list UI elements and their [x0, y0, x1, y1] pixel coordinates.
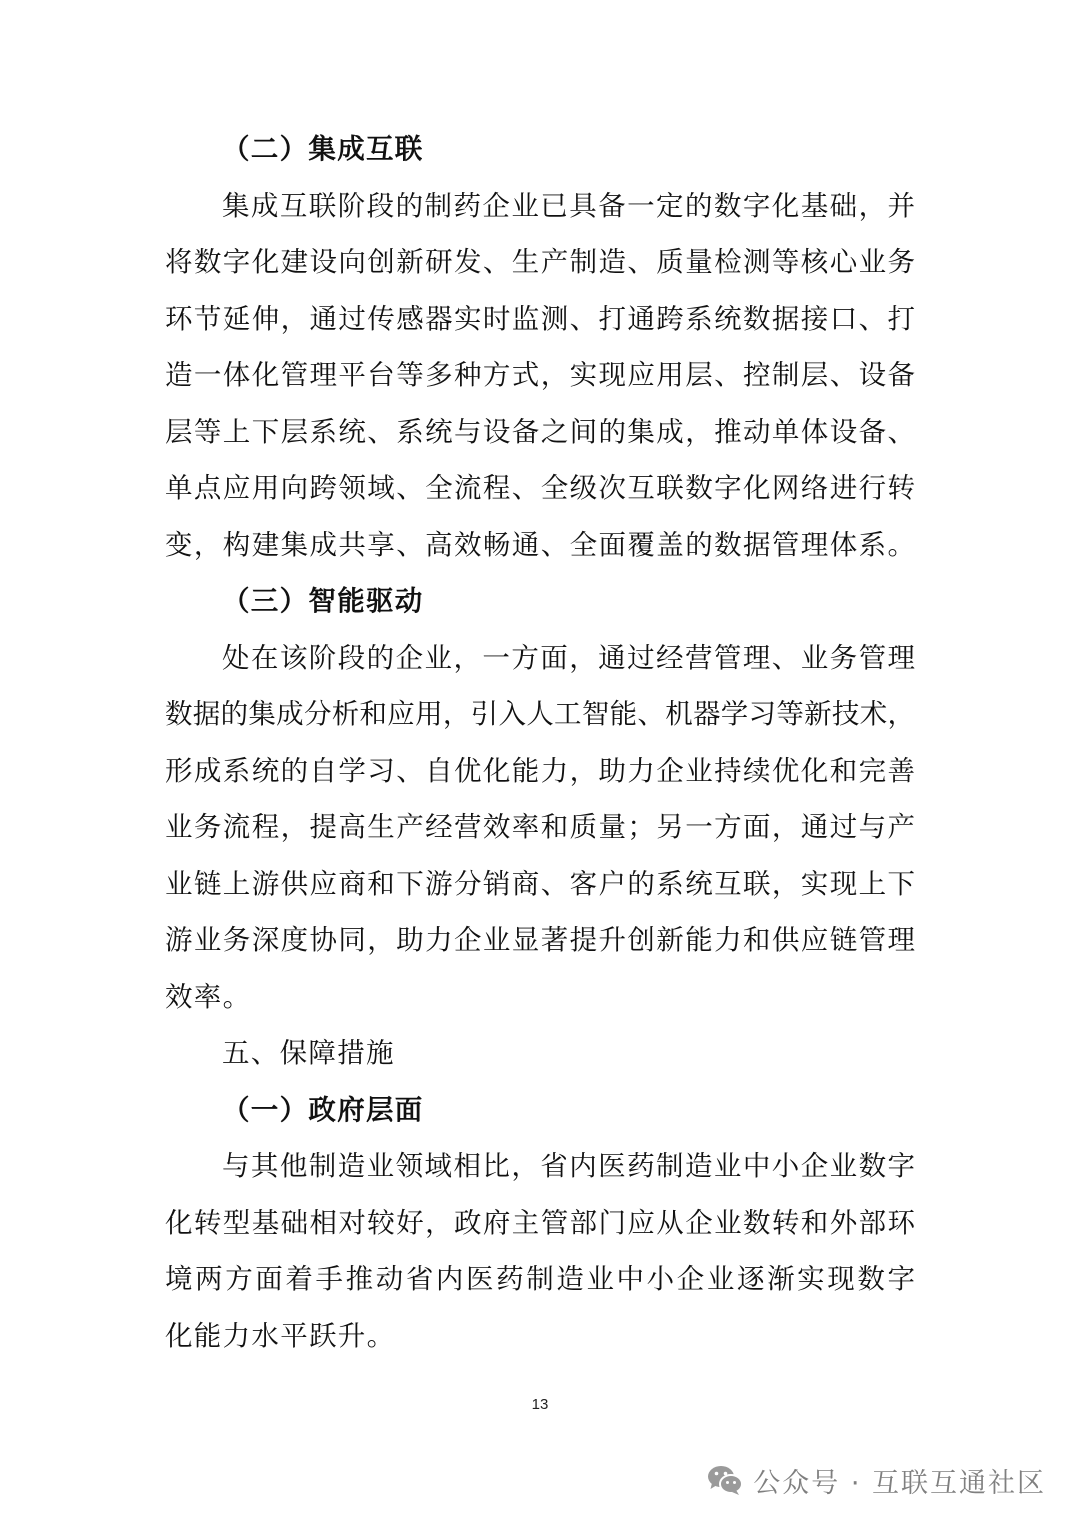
paragraph-line: 形成系统的自学习、自优化能力，助力企业持续优化和完善: [165, 754, 915, 787]
paragraph-line: 数据的集成分析和应用，引入人工智能、机器学习等新技术，: [165, 698, 915, 730]
subsection-heading-intelligence: （三）智能驱动: [222, 585, 424, 617]
wechat-icon: [707, 1464, 743, 1496]
paragraph-integration: [165, 178, 915, 574]
subsection-heading-integration: （二）集成互联: [222, 133, 424, 165]
paragraph-line: 将数字化建设向创新研发、生产制造、质量检测等核心业务: [165, 246, 915, 278]
paragraph-line: 与其他制造业领域相比，省内医药制造业中小企业数字: [222, 1150, 915, 1182]
paragraph-line: 层等上下层系统、系统与设备之间的集成，推动单体设备、: [165, 415, 915, 448]
paragraph-line: 业务流程，提高生产经营效率和质量；另一方面，通过与产: [165, 811, 915, 843]
paragraph-line: 环节延伸，通过传感器实时监测、打通跨系统数据接口、打: [165, 302, 915, 335]
watermark-text: 公众号 · 互联互通社区: [753, 1467, 1046, 1499]
page-number: 13: [531, 1396, 549, 1413]
paragraph-line: 集成互联阶段的制药企业已具备一定的数字化基础，并: [222, 189, 915, 222]
watermark: [707, 1461, 1046, 1499]
paragraph-line: 化转型基础相对较好，政府主管部门应从企业数转和外部环: [165, 1206, 915, 1239]
section-heading-safeguards: 五、保障措施: [222, 1037, 395, 1069]
subsection-heading-government: （一）政府层面: [222, 1093, 424, 1126]
paragraph-line: 业链上游供应商和下游分销商、客户的系统互联，实现上下: [165, 867, 915, 900]
paragraph-line: 化能力水平跃升。: [165, 1319, 396, 1352]
paragraph-line: 处在该阶段的企业，一方面，通过经营管理、业务管理: [222, 641, 915, 674]
document-body: [165, 121, 915, 1364]
paragraph-line: 境两方面着手推动省内医药制造业中小企业逐渐实现数字: [165, 1263, 915, 1295]
paragraph-intelligence: [165, 630, 915, 1026]
paragraph-line: 造一体化管理平台等多种方式，实现应用层、控制层、设备: [165, 359, 915, 391]
wechat-icon-bubble-small: [720, 1475, 742, 1495]
paragraph-government: [165, 1138, 915, 1364]
paragraph-line: 单点应用向跨领域、全流程、全级次互联数字化网络进行转: [165, 472, 915, 504]
paragraph-line: 效率。: [165, 980, 252, 1013]
paragraph-line: 变，构建集成共享、高效畅通、全面覆盖的数据管理体系。: [165, 528, 915, 561]
paragraph-line: 游业务深度协同，助力企业显著提升创新能力和供应链管理: [165, 924, 915, 956]
